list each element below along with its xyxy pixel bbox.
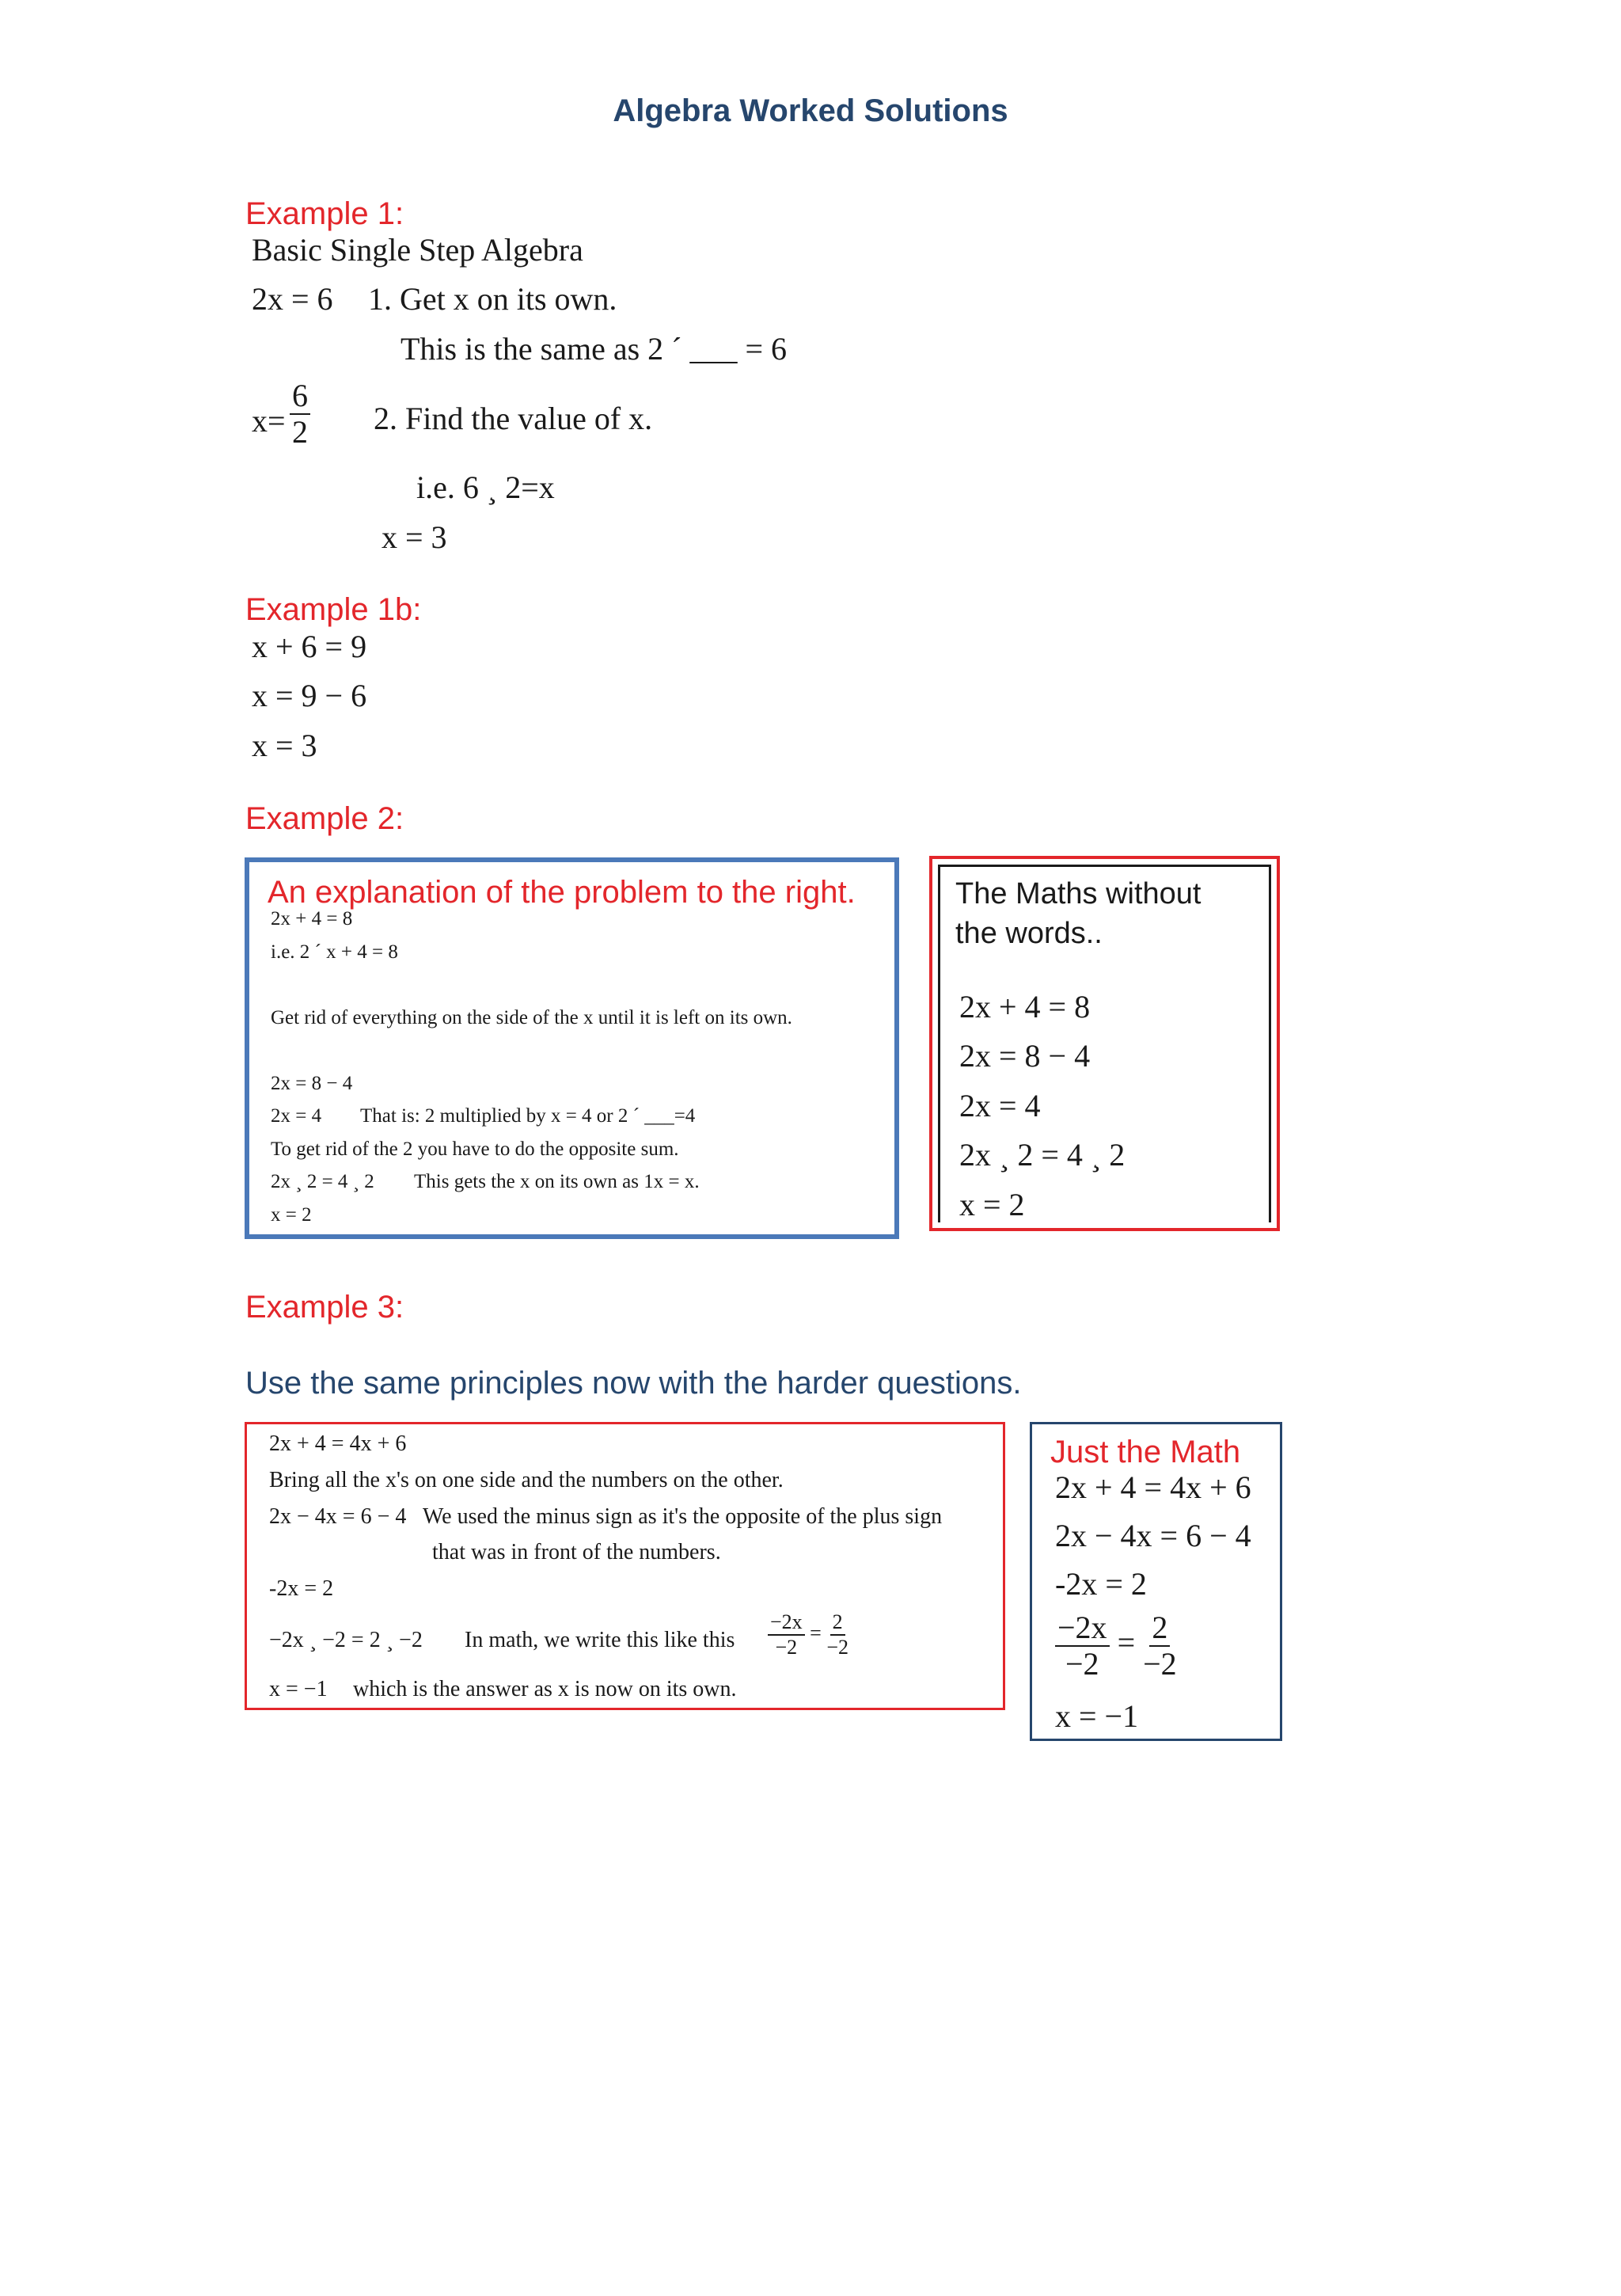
- example-1-step-2: 2. Find the value of x.: [374, 401, 653, 436]
- example-1-same-as: This is the same as 2 ´ ___ = 6: [401, 331, 788, 367]
- explanation-title: An explanation of the problem to the right.: [268, 875, 856, 910]
- harder-line: We used the minus sign as it's the opposite of the plus sign: [423, 1504, 943, 1529]
- maths-without-words-title: The Maths without: [955, 877, 1202, 910]
- harder-line: Bring all the x's on one side and the numbers on the other.: [269, 1468, 784, 1492]
- harder-fraction-equation: [768, 1612, 848, 1658]
- example-3-heading: Example 3:: [245, 1290, 404, 1325]
- harder-line: 2x + 4 = 4x + 6: [269, 1431, 407, 1456]
- just-math-line: 2x + 4 = 4x + 6: [1055, 1469, 1251, 1505]
- explanation-line: x = 2: [271, 1204, 312, 1226]
- example-1-x-equals: x=: [252, 403, 286, 439]
- fraction-numerator: −2x: [1055, 1612, 1110, 1647]
- fraction-numerator: 2: [1149, 1612, 1170, 1647]
- example-1-ie: i.e. 6 ¸ 2=x: [416, 469, 555, 505]
- fraction-numerator: 2: [830, 1612, 845, 1636]
- harder-line: -2x = 2: [269, 1576, 334, 1601]
- explanation-line: 2x = 8 − 4: [271, 1073, 353, 1094]
- fraction-denominator: 2: [292, 414, 308, 450]
- example-1-step-1: 1. Get x on its own.: [368, 281, 617, 317]
- explanation-line: Get rid of everything on the side of the x until it is left on its own.: [271, 1007, 792, 1028]
- harder-line: −2x ¸ −2 = 2 ¸ −2: [269, 1628, 423, 1652]
- explanation-line: To get rid of the 2 you have to do the opposite sum.: [271, 1138, 679, 1160]
- example-1b-line-2: x = 9 − 6: [252, 678, 367, 713]
- page-title: Algebra Worked Solutions: [613, 93, 1008, 128]
- example-1-fraction: [290, 380, 310, 448]
- maths-without-words-title: the words..: [955, 917, 1103, 950]
- example-1-heading: Example 1:: [245, 196, 404, 231]
- just-math-answer: x = −1: [1055, 1698, 1139, 1734]
- fraction-numerator: −2x: [768, 1612, 805, 1636]
- example-1b-line-3: x = 3: [252, 728, 317, 763]
- harder-line: 2x − 4x = 6 − 4: [269, 1504, 407, 1529]
- example-1b-heading: Example 1b:: [245, 592, 422, 627]
- harder-line: x = −1: [269, 1677, 328, 1701]
- example-1-subtitle: Basic Single Step Algebra: [252, 232, 583, 268]
- harder-line: In math, we write this like this: [465, 1628, 735, 1652]
- example-2-heading: Example 2:: [245, 801, 404, 836]
- explanation-line: 2x = 4: [271, 1105, 322, 1127]
- just-math-line: 2x − 4x = 6 − 4: [1055, 1518, 1251, 1553]
- harder-line: which is the answer as x is now on its own.: [353, 1677, 737, 1701]
- explanation-line: This gets the x on its own as 1x = x.: [414, 1171, 700, 1192]
- maths-line: 2x = 4: [959, 1088, 1041, 1123]
- maths-line: 2x = 8 − 4: [959, 1038, 1091, 1074]
- maths-line: 2x + 4 = 8: [959, 989, 1091, 1024]
- just-the-math-title: Just the Math: [1050, 1435, 1241, 1469]
- example-1b-line-1: x + 6 = 9: [252, 629, 367, 664]
- equals-sign: =: [1117, 1625, 1136, 1661]
- explanation-line: i.e. 2 ´ x + 4 = 8: [271, 941, 398, 963]
- explanation-line: That is: 2 multiplied by x = 4 or 2 ´ ___=4: [360, 1105, 696, 1127]
- maths-line: 2x ¸ 2 = 4 ¸ 2: [959, 1137, 1126, 1173]
- example-3-intro: Use the same principles now with the harder questions.: [245, 1366, 1022, 1401]
- harder-explanation-box: [245, 1422, 1005, 1710]
- just-math-line: -2x = 2: [1055, 1566, 1147, 1602]
- fraction-denominator: −2: [826, 1636, 849, 1659]
- fraction-denominator: −2: [1065, 1646, 1099, 1682]
- fraction-denominator: −2: [775, 1636, 798, 1659]
- equals-sign: =: [810, 1621, 822, 1644]
- just-math-fraction-equation: [1055, 1612, 1177, 1680]
- example-1-answer: x = 3: [382, 519, 447, 555]
- maths-line: x = 2: [959, 1187, 1025, 1222]
- fraction-denominator: −2: [1143, 1646, 1177, 1682]
- example-1-equation: 2x = 6: [252, 281, 333, 317]
- harder-line: that was in front of the numbers.: [432, 1540, 721, 1564]
- fraction-numerator: 6: [290, 380, 310, 415]
- explanation-line: 2x + 4 = 8: [271, 908, 353, 929]
- explanation-line: 2x ¸ 2 = 4 ¸ 2: [271, 1171, 374, 1192]
